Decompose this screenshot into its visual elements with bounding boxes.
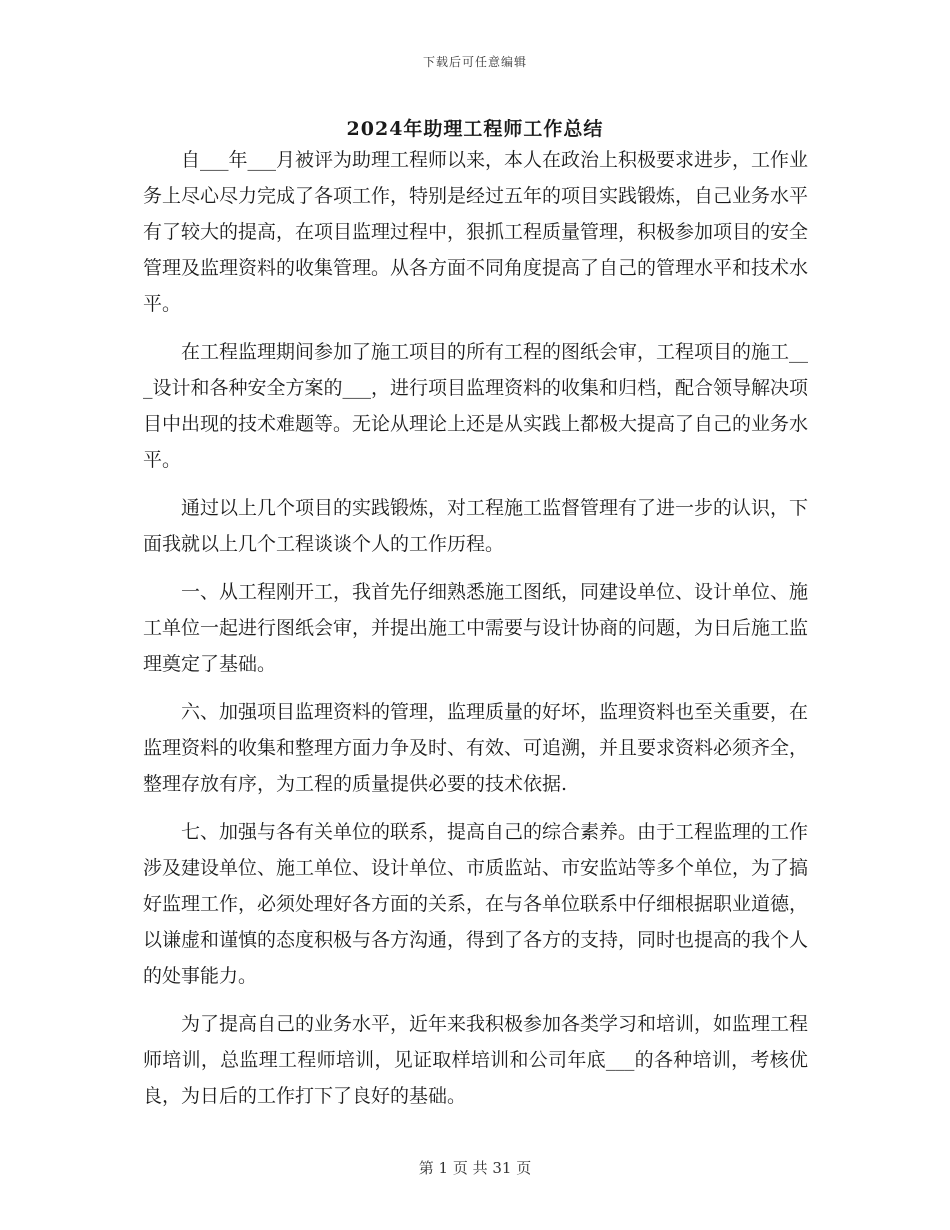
paragraph-7: 为了提高自己的业务水平，近年来我积极参加各类学习和培训，如监理工程师培训，总监理工程师培训，见证取样培训和公司年底___的各种培训，考核优良，为日后的工作打下了良好的基础。 bbox=[143, 1013, 809, 1107]
paragraph-2: 在工程监理期间参加了施工项目的所有工程的图纸会审，工程项目的施工___设计和各种安全方案的___，进行项目监理资料的收集和归档，配合领导解决项目中出现的技术难题等。无论从理论上还是从实践上都极大提高了自己的业务水平。 bbox=[143, 341, 809, 471]
page-number: 第 1 页 共 31 页 bbox=[418, 1159, 532, 1177]
document-title: 2024年助理工程师工作总结 bbox=[346, 118, 604, 140]
paragraph-6: 七、加强与各有关单位的联系，提高自己的综合素养。由于工程监理的工作涉及建设单位、施工单位、设计单位、市质监站、市安监站等多个单位，为了搞好监理工作，必须处理好各方面的关系，在与各单位联系中仔细根据职业道德，以谦虚和谨慎的态度积极与各方沟通，得到了各方的支持，同时也提高的我个人的处事能力。 bbox=[143, 821, 809, 987]
paragraph-1: 自___年___月被评为助理工程师以来，本人在政治上积极要求进步，工作业务上尽心尽力完成了各项工作，特别是经过五年的项目实践锻炼，自己业务水平有了较大的提高，在项目监理过程中，狠抓工程质量管理，积极参加项目的安全管理及监理资料的收集管理。从各方面不同角度提高了自己的管理水平和技术水平。 bbox=[143, 149, 809, 315]
header-note: 下载后可任意编辑 bbox=[422, 55, 527, 69]
document-body bbox=[143, 142, 808, 1126]
paragraph-3: 通过以上几个项目的实践锻炼，对工程施工监督管理有了进一步的认识，下面我就以上几个工程谈谈个人的工作历程。 bbox=[143, 497, 809, 555]
paragraph-4: 一、从工程刚开工，我首先仔细熟悉施工图纸，同建设单位、设计单位、施工单位一起进行图纸会审，并提出施工中需要与设计协商的问题，为日后施工监理奠定了基础。 bbox=[143, 581, 809, 675]
paragraph-5: 六、加强项目监理资料的管理，监理质量的好坏，监理资料也至关重要，在监理资料的收集和整理方面力争及时、有效、可追溯，并且要求资料必须齐全，整理存放有序，为工程的质量提供必要的技术依据. bbox=[143, 701, 809, 795]
